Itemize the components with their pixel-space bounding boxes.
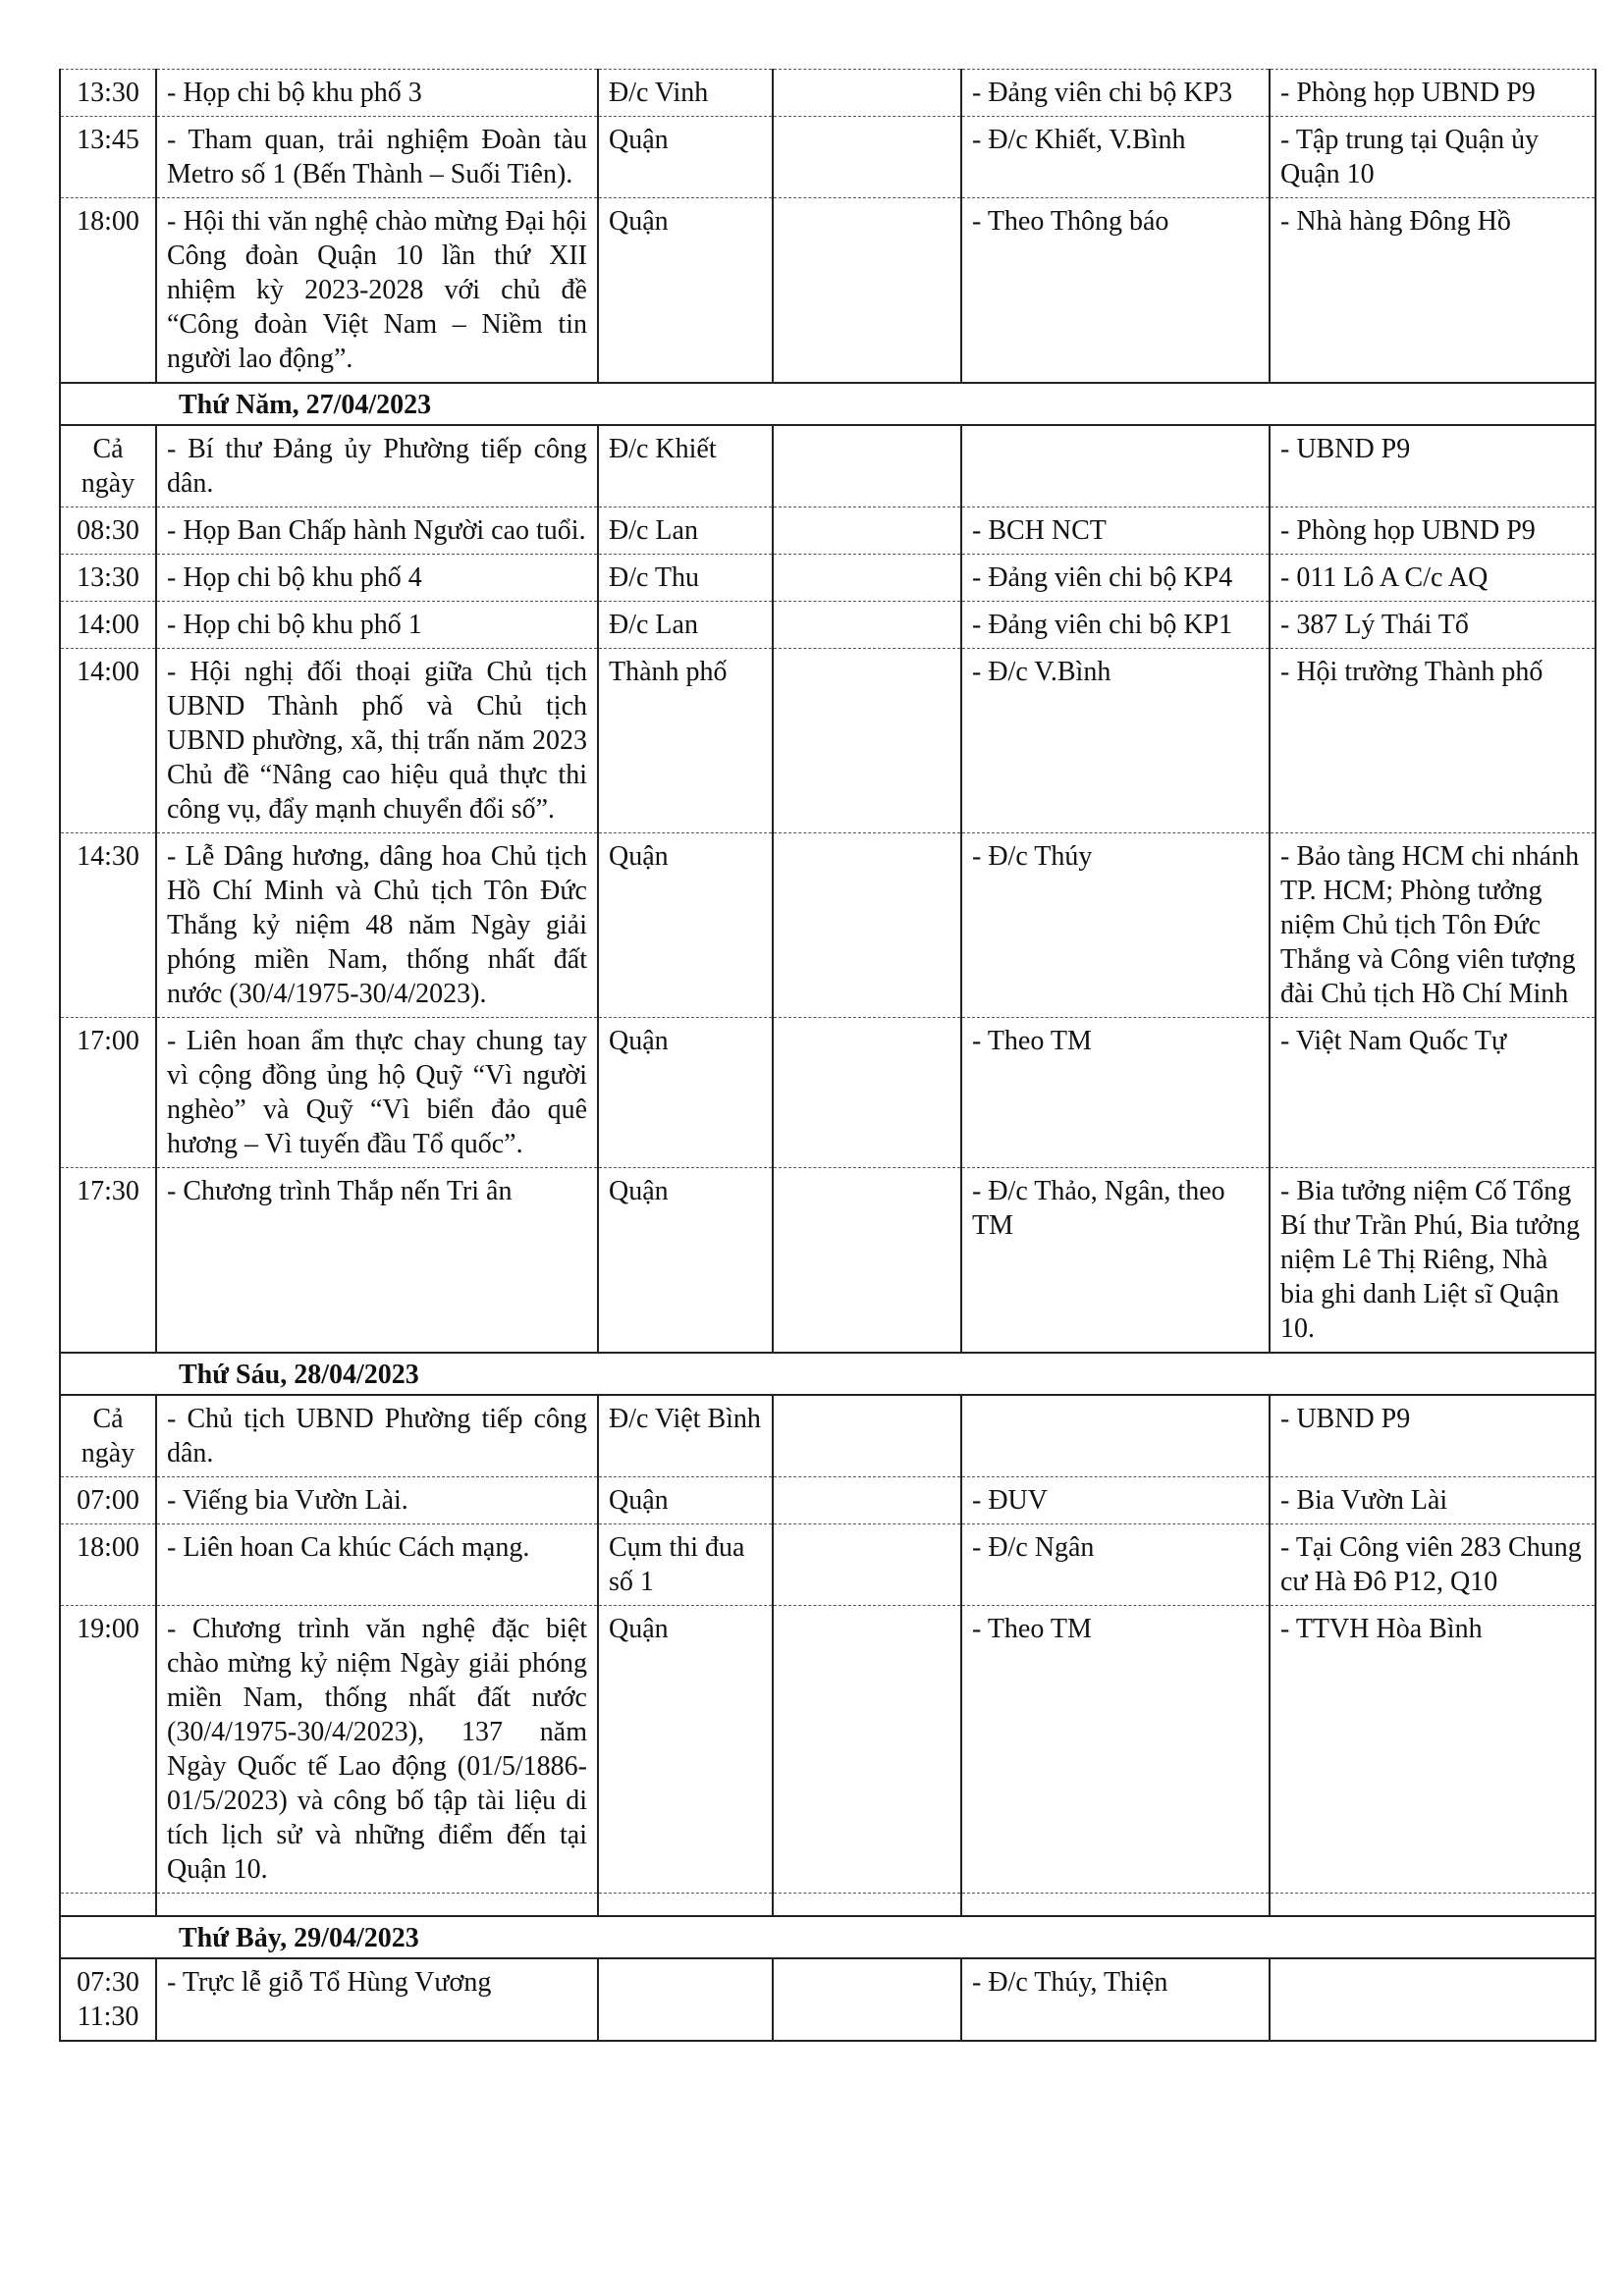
empty-row [60, 1894, 1596, 1917]
location-cell: - 387 Lý Thái Tổ [1270, 602, 1596, 649]
host-cell: Đ/c Lan [598, 602, 773, 649]
time-text: 13:30 [77, 562, 139, 593]
extra-cell [773, 117, 961, 198]
extra-cell [773, 1168, 961, 1354]
extra-cell [773, 1958, 961, 2041]
time-cell [60, 555, 156, 602]
table-row [60, 198, 1596, 384]
content-cell: - Liên hoan ẩm thực chay chung tay vì cộng đồng ủng hộ Quỹ “Vì người nghèo” và Quỹ “Vì biển đảo quê hương – Vì tuyến đầu Tổ quốc”. [156, 1018, 598, 1168]
location-cell: - Việt Nam Quốc Tự [1270, 1018, 1596, 1168]
time-text: 13:45 [77, 125, 139, 155]
time-cell [60, 117, 156, 198]
time-text: 14:00 [77, 610, 139, 640]
extra-cell [773, 70, 961, 117]
location-cell: - Phòng họp UBND P9 [1270, 507, 1596, 555]
content-cell: - Họp chi bộ khu phố 3 [156, 70, 598, 117]
schedule-table [59, 69, 1597, 2042]
participants-cell: - Theo TM [961, 1018, 1270, 1168]
time-text: 14:00 [77, 657, 139, 687]
participants-cell: - Đảng viên chi bộ KP3 [961, 70, 1270, 117]
host-cell: Quận [598, 1018, 773, 1168]
location-cell: - Hội trường Thành phố [1270, 649, 1596, 833]
location-cell: - Nhà hàng Đông Hồ [1270, 198, 1596, 384]
participants-cell: - Đ/c V.Bình [961, 649, 1270, 833]
time-cell [60, 1477, 156, 1524]
table-row [60, 507, 1596, 555]
host-cell: Đ/c Vinh [598, 70, 773, 117]
location-cell: - UBND P9 [1270, 1395, 1596, 1477]
time-text: 14:30 [77, 841, 139, 872]
table-row [60, 1958, 1596, 2041]
extra-cell [773, 507, 961, 555]
time-text: 13:30 [77, 78, 139, 108]
table-row [60, 70, 1596, 117]
location-cell: - Bia Vườn Lài [1270, 1477, 1596, 1524]
time-cell [60, 1524, 156, 1606]
table-row [60, 555, 1596, 602]
time-cell [60, 70, 156, 117]
host-cell: Quận [598, 833, 773, 1018]
time-cell [60, 833, 156, 1018]
time-cell [60, 1606, 156, 1894]
host-cell: Quận [598, 198, 773, 384]
participants-cell: - BCH NCT [961, 507, 1270, 555]
day-title: Thứ Năm, 27/04/2023 [179, 390, 432, 420]
time-cell [60, 602, 156, 649]
extra-cell [773, 198, 961, 384]
host-cell: Đ/c Thu [598, 555, 773, 602]
time-cell [60, 1395, 156, 1477]
host-cell: Đ/c Khiết [598, 425, 773, 507]
host-cell: Đ/c Lan [598, 507, 773, 555]
extra-cell [773, 555, 961, 602]
time-text: 19:00 [77, 1614, 139, 1644]
host-cell: Cụm thi đua số 1 [598, 1524, 773, 1606]
time-text: Cả [92, 434, 124, 464]
location-cell [1270, 1958, 1596, 2041]
table-row [60, 1168, 1596, 1354]
table-row [60, 1524, 1596, 1606]
time-text: 17:00 [77, 1026, 139, 1056]
host-cell: Quận [598, 1477, 773, 1524]
day-header-cell [60, 383, 1596, 425]
empty-cell [598, 1894, 773, 1917]
day-header-cell [60, 1916, 1596, 1958]
extra-cell [773, 1524, 961, 1606]
extra-cell [773, 1395, 961, 1477]
participants-cell: - Đ/c Khiết, V.Bình [961, 117, 1270, 198]
extra-cell [773, 649, 961, 833]
host-cell: Đ/c Việt Bình [598, 1395, 773, 1477]
content-cell: - Họp chi bộ khu phố 4 [156, 555, 598, 602]
content-cell: - Chương trình Thắp nến Tri ân [156, 1168, 598, 1354]
day-header-row [60, 383, 1596, 425]
time-cell [60, 1168, 156, 1354]
table-row [60, 833, 1596, 1018]
empty-cell [773, 1894, 961, 1917]
content-cell: - Lễ Dâng hương, dâng hoa Chủ tịch Hồ Chí Minh và Chủ tịch Tôn Đức Thắng kỷ niệm 48 năm Ngày giải phóng miền Nam, thống nhất đất nước (30/4/1975-30/4/2023). [156, 833, 598, 1018]
participants-cell: - Đ/c Thúy, Thiện [961, 1958, 1270, 2041]
participants-cell: - Theo TM [961, 1606, 1270, 1894]
table-row [60, 425, 1596, 507]
day-title: Thứ Sáu, 28/04/2023 [179, 1360, 419, 1390]
location-cell: - Tập trung tại Quận ủy Quận 10 [1270, 117, 1596, 198]
participants-cell: - ĐUV [961, 1477, 1270, 1524]
empty-cell [60, 1894, 156, 1917]
extra-cell [773, 602, 961, 649]
host-cell: Quận [598, 1168, 773, 1354]
time-cell [60, 425, 156, 507]
empty-cell [156, 1894, 598, 1917]
table-row [60, 117, 1596, 198]
host-cell: Quận [598, 1606, 773, 1894]
time-text: 11:30 [77, 2002, 139, 2032]
content-cell: - Hội thi văn nghệ chào mừng Đại hội Công đoàn Quận 10 lần thứ XII nhiệm kỳ 2023-2028 với chủ đề “Công đoàn Việt Nam – Niềm tin người lao động”. [156, 198, 598, 384]
table-row [60, 1395, 1596, 1477]
table-row [60, 1477, 1596, 1524]
time-text: 08:30 [77, 515, 139, 546]
time-text: Cả [92, 1404, 124, 1434]
participants-cell [961, 425, 1270, 507]
participants-cell: - Đ/c Thảo, Ngân, theo TM [961, 1168, 1270, 1354]
location-cell: - Phòng họp UBND P9 [1270, 70, 1596, 117]
extra-cell [773, 1018, 961, 1168]
participants-cell: - Đảng viên chi bộ KP4 [961, 555, 1270, 602]
content-cell: - Họp Ban Chấp hành Người cao tuổi. [156, 507, 598, 555]
location-cell: - Bảo tàng HCM chi nhánh TP. HCM; Phòng tưởng niệm Chủ tịch Tôn Đức Thắng và Công viên tượng đài Chủ tịch Hồ Chí Minh [1270, 833, 1596, 1018]
time-cell [60, 1958, 156, 2041]
content-cell: - Trực lễ giỗ Tổ Hùng Vương [156, 1958, 598, 2041]
location-cell: - UBND P9 [1270, 425, 1596, 507]
time-cell [60, 649, 156, 833]
participants-cell: - Theo Thông báo [961, 198, 1270, 384]
day-header-cell [60, 1353, 1596, 1395]
content-cell: - Tham quan, trải nghiệm Đoàn tàu Metro số 1 (Bến Thành – Suối Tiên). [156, 117, 598, 198]
content-cell: - Họp chi bộ khu phố 1 [156, 602, 598, 649]
empty-cell [1270, 1894, 1596, 1917]
table-row [60, 1606, 1596, 1894]
schedule-body [60, 70, 1596, 2042]
location-cell: - Bia tưởng niệm Cố Tổng Bí thư Trần Phú, Bia tưởng niệm Lê Thị Riêng, Nhà bia ghi danh Liệt sĩ Quận 10. [1270, 1168, 1596, 1354]
day-header-row [60, 1916, 1596, 1958]
time-cell [60, 1018, 156, 1168]
time-text: 17:30 [77, 1176, 139, 1206]
host-cell: Quận [598, 117, 773, 198]
extra-cell [773, 425, 961, 507]
participants-cell [961, 1395, 1270, 1477]
time-cell [60, 198, 156, 384]
location-cell: - Tại Công viên 283 Chung cư Hà Đô P12, Q10 [1270, 1524, 1596, 1606]
extra-cell [773, 1606, 961, 1894]
time-cell [60, 507, 156, 555]
table-row [60, 1018, 1596, 1168]
host-cell: Thành phố [598, 649, 773, 833]
time-text: 07:00 [77, 1485, 139, 1516]
table-row [60, 649, 1596, 833]
content-cell: - Hội nghị đối thoại giữa Chủ tịch UBND Thành phố và Chủ tịch UBND phường, xã, thị trấn năm 2023 Chủ đề “Nâng cao hiệu quả thực thi công vụ, đẩy mạnh chuyển đổi số”. [156, 649, 598, 833]
content-cell: - Viếng bia Vườn Lài. [156, 1477, 598, 1524]
time-text: 18:00 [77, 206, 139, 237]
empty-cell [961, 1894, 1270, 1917]
time-text: ngày [81, 468, 135, 499]
host-cell [598, 1958, 773, 2041]
extra-cell [773, 1477, 961, 1524]
location-cell: - TTVH Hòa Bình [1270, 1606, 1596, 1894]
participants-cell: - Đảng viên chi bộ KP1 [961, 602, 1270, 649]
time-text: ngày [81, 1438, 135, 1468]
table-row [60, 602, 1596, 649]
location-cell: - 011 Lô A C/c AQ [1270, 555, 1596, 602]
content-cell: - Chương trình văn nghệ đặc biệt chào mừng kỷ niệm Ngày giải phóng miền Nam, thống nhất đất nước (30/4/1975-30/4/2023), 137 năm Ngày Quốc tế Lao động (01/5/1886-01/5/2023) và công bố tập tài liệu di tích lịch sử và những điểm đến tại Quận 10. [156, 1606, 598, 1894]
participants-cell: - Đ/c Thúy [961, 833, 1270, 1018]
day-header-row [60, 1353, 1596, 1395]
day-title: Thứ Bảy, 29/04/2023 [179, 1923, 419, 1953]
time-text: 18:00 [77, 1532, 139, 1563]
extra-cell [773, 833, 961, 1018]
participants-cell: - Đ/c Ngân [961, 1524, 1270, 1606]
time-text: 07:30 [77, 1967, 139, 1998]
schedule-page [59, 69, 1595, 2042]
content-cell: - Liên hoan Ca khúc Cách mạng. [156, 1524, 598, 1606]
content-cell: - Bí thư Đảng ủy Phường tiếp công dân. [156, 425, 598, 507]
content-cell: - Chủ tịch UBND Phường tiếp công dân. [156, 1395, 598, 1477]
